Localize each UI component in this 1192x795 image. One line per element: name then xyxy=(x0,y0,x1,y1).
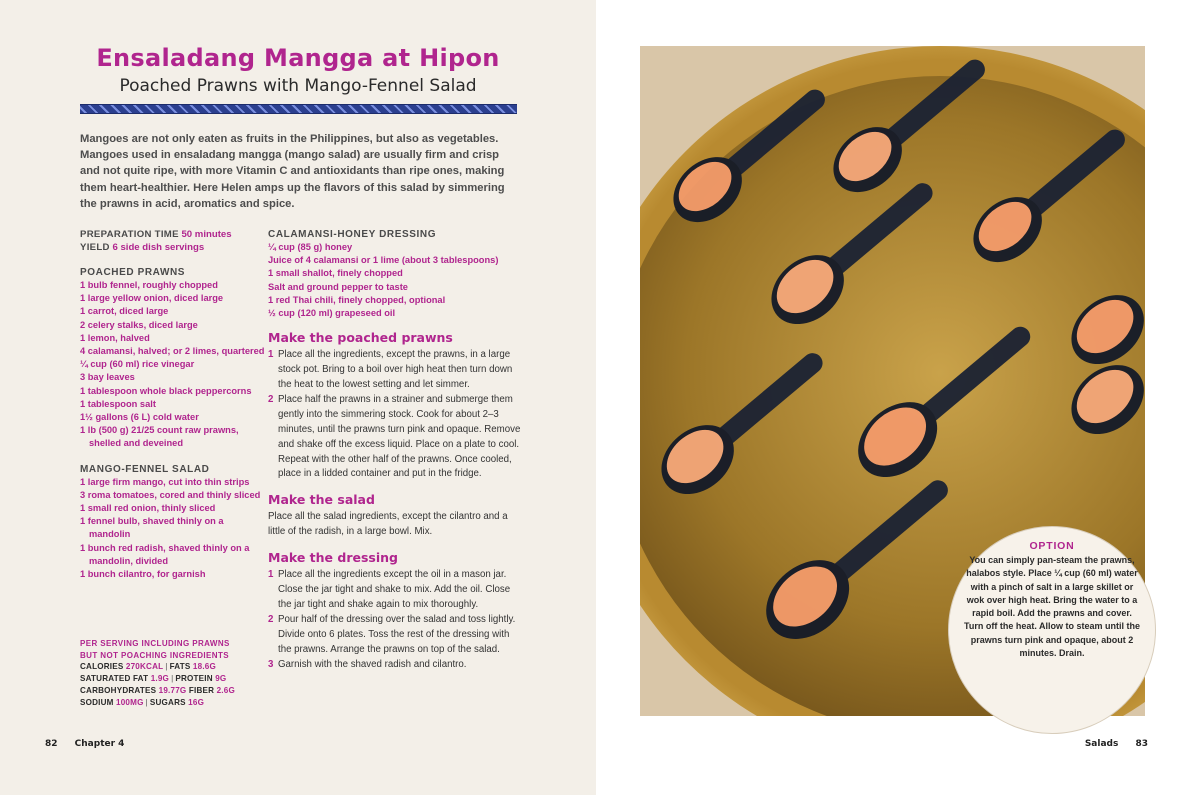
step-number: 2 xyxy=(268,613,274,625)
nutrition-row xyxy=(80,697,265,709)
step-text: Pour half of the dressing over the salad and toss lightly. Divide onto 6 plates. Toss the rest of the dressing with the prawns. Arrange the prawns on top of the salad. xyxy=(278,613,516,655)
method-column xyxy=(268,228,523,673)
list-item: 1 bunch red radish, shaved thinly on a mandolin, divided xyxy=(80,542,250,566)
nutrition-heading-1: PER SERVING INCLUDING PRAWNS xyxy=(80,639,230,648)
step-item xyxy=(268,393,523,482)
fiber-label: FIBER xyxy=(188,685,215,695)
list-item: 1 small red onion, thinly sliced xyxy=(80,503,216,514)
dressing-steps xyxy=(268,568,523,672)
page-number-right: 83 xyxy=(1135,739,1148,749)
saturated-fat-label: SATURATED FAT xyxy=(80,673,149,683)
list-item: Juice of 4 calamansi or 1 lime (about 3 tablespoons) xyxy=(268,255,499,266)
nutrition-heading-2: BUT NOT POACHING INGREDIENTS xyxy=(80,650,229,660)
fats-value: 18.6G xyxy=(192,662,216,671)
list-item: 1 lb (500 g) 21/25 count raw prawns, shelled and deveined xyxy=(80,425,239,449)
list-item: 3 bay leaves xyxy=(80,372,135,383)
recipe-subtitle: Poached Prawns with Mango-Fennel Salad xyxy=(119,76,477,96)
option-callout xyxy=(948,526,1156,734)
saturated-fat-value: 1.9G xyxy=(150,673,170,683)
sodium-value: 100MG xyxy=(116,697,144,707)
step-item xyxy=(268,568,523,613)
recipe-title: Ensaladang Mangga at Hipon xyxy=(96,44,500,72)
dressing-heading: CALAMANSI-HONEY DRESSING xyxy=(268,229,437,240)
step-number: 2 xyxy=(268,393,274,405)
list-item: 2 celery stalks, diced large xyxy=(80,319,198,330)
salad-step-text: Place all the salad ingredients, except the cilantro and a little of the radish, in a large bowl. Mix. xyxy=(268,511,508,538)
list-item: 1 lemon, halved xyxy=(80,332,150,343)
list-item: 1 fennel bulb, shaved thinly on a mandolin xyxy=(80,516,224,540)
fats-label: FATS xyxy=(169,662,191,671)
sugars-value: 16G xyxy=(188,697,205,707)
calories-label: CALORIES xyxy=(80,662,124,671)
section-label: Salads xyxy=(1084,739,1119,749)
carbohydrates-label: CARBOHYDRATES xyxy=(80,685,157,695)
nutrition-row xyxy=(80,673,265,685)
step-item xyxy=(268,658,523,673)
nutrition-facts xyxy=(80,638,265,709)
step-text: Garnish with the shaved radish and cilantro. xyxy=(278,658,467,670)
list-item: 1 small shallot, finely chopped xyxy=(268,268,403,279)
option-text: You can simply pan-steam the prawns, halabos style. Place ¼ cup (60 ml) water with a pinch of salt in a large skillet or wok over high heat. Bring the water to a rapid boil. Add the prawns and cover. Turn off the heat. Allow to steam until the prawns turn pink and opaque, about 2 minutes. Drain. xyxy=(964,555,1140,659)
poached-prawns-list xyxy=(80,279,265,451)
step-number: 1 xyxy=(268,349,274,361)
prep-time xyxy=(80,228,265,241)
page-number-left: 82 xyxy=(45,739,58,749)
list-item: 1 large firm mango, cut into thin strips xyxy=(80,476,250,487)
step-text: Place all the ingredients, except the prawns, in a large stock pot. Bring to a boil over high heat then turn down the heat to the lowest setting and let simmer. xyxy=(278,349,513,391)
list-item: ¼ cup (85 g) honey xyxy=(268,242,353,252)
sodium-label: SODIUM xyxy=(80,697,114,707)
step-text: Place all the ingredients except the oil in a mason jar. Close the jar tight and shake to mix. Add the oil. Close the jar tight and shake again to mix thoroughly. xyxy=(278,569,511,610)
step-item xyxy=(268,613,523,658)
decorative-pattern-band xyxy=(80,104,517,114)
mango-fennel-salad-list xyxy=(80,476,265,582)
salad-steps-heading: Make the salad xyxy=(268,492,375,508)
nutrition-row xyxy=(80,685,265,697)
dressing-steps-heading: Make the dressing xyxy=(268,550,398,566)
list-item: 4 calamansi, halved; or 2 limes, quartered xyxy=(80,346,265,357)
list-item: 1 tablespoon whole black peppercorns xyxy=(80,385,252,396)
separator: | xyxy=(171,673,174,683)
list-item: 1 bunch cilantro, for garnish xyxy=(80,569,206,580)
yield xyxy=(80,241,265,254)
mango-fennel-salad-heading: MANGO-FENNEL SALAD xyxy=(80,463,210,475)
prep-time-value: 50 minutes xyxy=(181,229,232,240)
folio-right xyxy=(1085,739,1148,749)
list-item: 1 red Thai chili, finely chopped, optional xyxy=(268,294,446,305)
step-number: 3 xyxy=(268,658,274,670)
chapter-label: Chapter 4 xyxy=(74,739,125,749)
poached-prawns-steps-heading: Make the poached prawns xyxy=(268,330,453,346)
step-text: Place half the prawns in a strainer and submerge them gently into the simmering stock. Cook for about 2–3 minutes, until the prawns turn pink and opaque. Remove and shake off the excess liquid. Place on a plate to cool. Repeat with the other half of the prawns. Once cooled, place in a lidded container and put in the fridge. xyxy=(278,393,521,480)
step-number: 1 xyxy=(268,569,274,581)
ingredients-column xyxy=(80,228,265,581)
yield-value: 6 side dish servings xyxy=(112,242,205,253)
step-item xyxy=(268,348,523,393)
separator: | xyxy=(145,697,148,707)
folio-left xyxy=(45,739,124,749)
nutrition-row xyxy=(80,661,265,673)
separator: | xyxy=(165,662,168,671)
prep-time-label: PREPARATION TIME xyxy=(80,229,179,240)
list-item: 1½ gallons (6 L) cold water xyxy=(80,412,199,423)
calories-value: 270KCAL xyxy=(125,662,164,671)
protein-label: PROTEIN xyxy=(175,673,213,683)
list-item: Salt and ground pepper to taste xyxy=(268,281,408,292)
recipe-intro: Mangoes are not only eaten as fruits in the Philippines, but also as vegetables. Mangoes used in ensaladang mangga (mango salad) are usually firm and crisp and not quite ripe, with more Vitamin C and antioxidants than ripe ones, making them heart-healthier. Here Helen amps up the flavors of this salad by simmering the prawns in acid, aromatics and spice. xyxy=(80,133,505,210)
carbohydrates-value: 19.77G xyxy=(158,685,187,695)
yield-label: YIELD xyxy=(80,242,110,253)
protein-value: 9G xyxy=(215,673,227,683)
list-item: 1 tablespoon salt xyxy=(80,398,156,409)
list-item: ½ cup (120 ml) grapeseed oil xyxy=(268,308,396,319)
dressing-list xyxy=(268,241,523,320)
list-item: 1 bulb fennel, roughly chopped xyxy=(80,280,218,290)
poached-prawns-steps xyxy=(268,348,523,482)
sugars-label: SUGARS xyxy=(149,697,186,707)
list-item: 3 roma tomatoes, cored and thinly sliced xyxy=(80,489,261,500)
list-item: ¼ cup (60 ml) rice vinegar xyxy=(80,359,195,370)
poached-prawns-heading: POACHED PRAWNS xyxy=(80,267,186,278)
list-item: 1 large yellow onion, diced large xyxy=(80,293,224,304)
fiber-value: 2.6G xyxy=(216,685,235,695)
list-item: 1 carrot, diced large xyxy=(80,306,169,317)
option-heading: OPTION xyxy=(1029,540,1075,552)
